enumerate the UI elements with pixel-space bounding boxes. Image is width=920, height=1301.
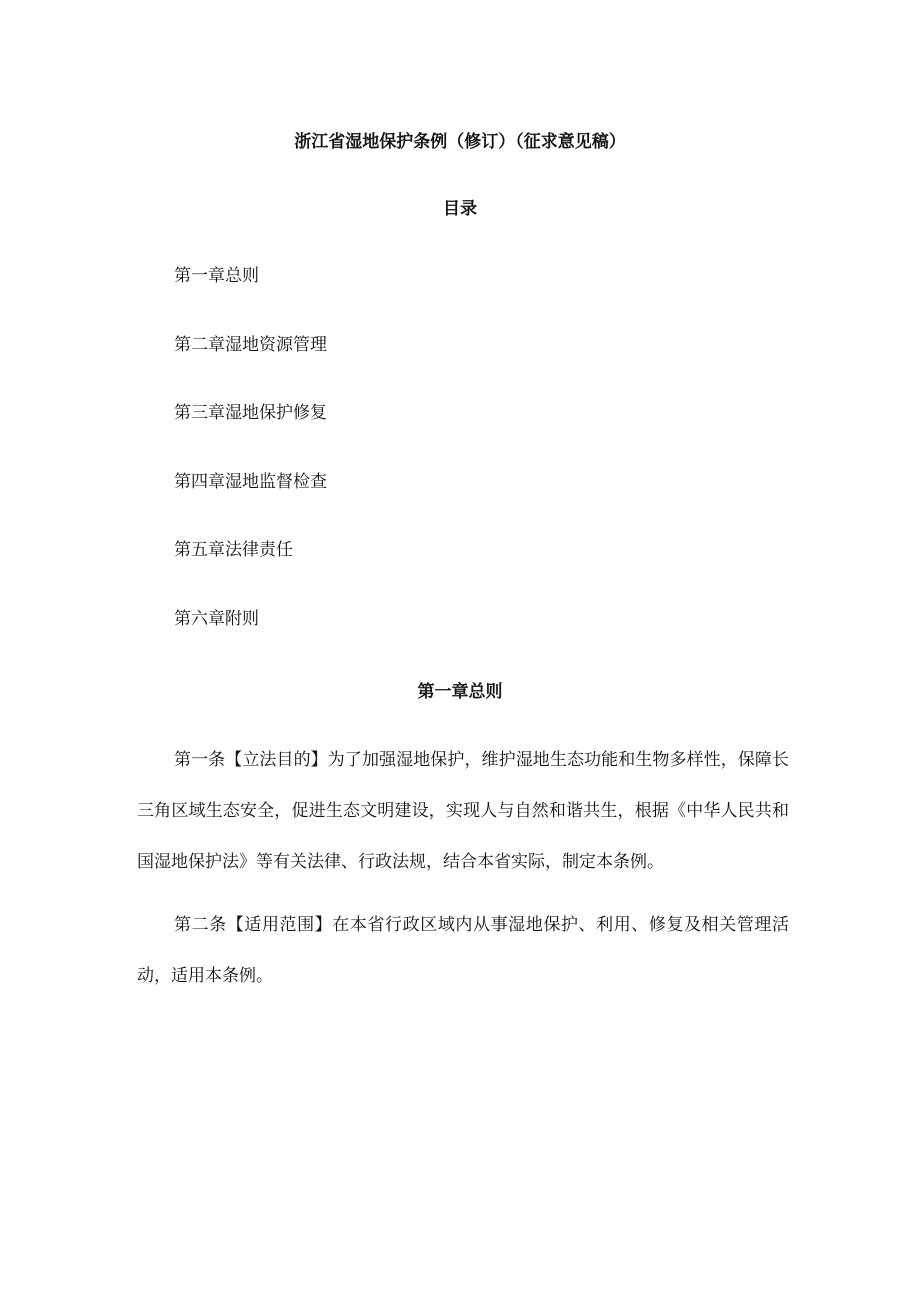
article-2-paragraph: 第二条【适用范围】在本省行政区域内从事湿地保护、利用、修复及相关管理活动，适用本条例。 [137, 915, 789, 986]
article-1-paragraph: 第一条【立法目的】为了加强湿地保护，维护湿地生态功能和生物多样性，保障长三角区域生态安全，促进生态文明建设，实现人与自然和谐共生，根据《中华人民共和国湿地保护法》等有关法律、行政法规，结合本省实际，制定本条例。 [137, 750, 789, 872]
table-of-contents [174, 264, 327, 676]
toc-item-chapter-5: 第五章法律责任 [174, 540, 293, 561]
toc-item-chapter-4: 第四章湿地监督检查 [174, 471, 327, 492]
document-title: 浙江省湿地保护条例（修订）（征求意见稿） [294, 132, 626, 152]
chapter-heading: 第一章总则 [417, 682, 503, 702]
toc-item-chapter-1: 第一章总则 [174, 266, 259, 286]
toc-heading: 目录 [443, 199, 477, 219]
toc-item-chapter-6: 第六章附则 [174, 608, 259, 629]
toc-item-chapter-3: 第三章湿地保护修复 [174, 403, 327, 424]
toc-item-chapter-2: 第二章湿地资源管理 [174, 334, 327, 355]
